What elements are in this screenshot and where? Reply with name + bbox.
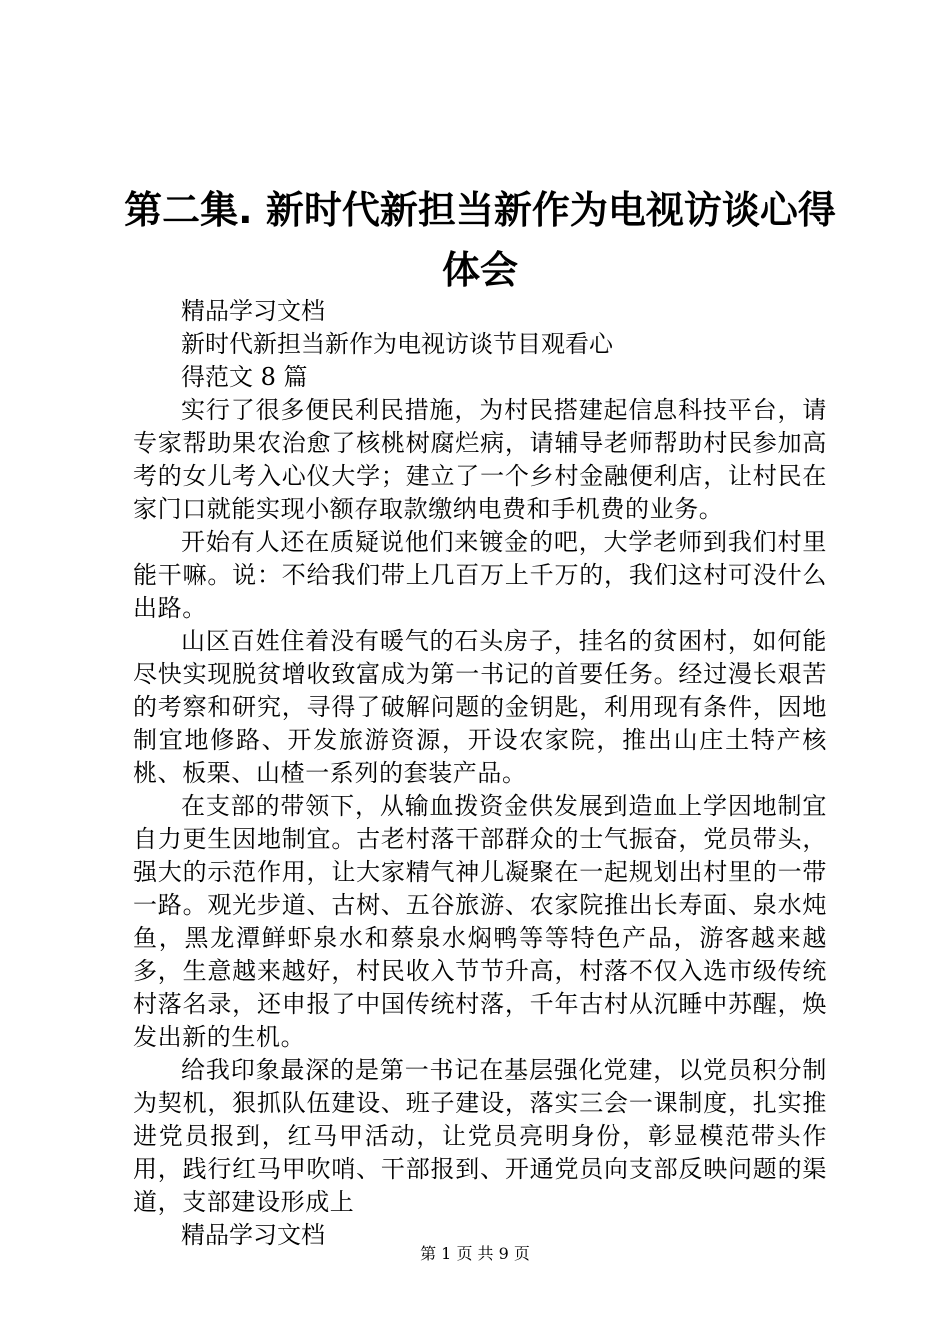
paragraph: 在支部的带领下，从输血拨资金供发展到造血上学因地制宜自力更生因地制宜。古老村落干部群众的士气振奋，党员带头，强大的示范作用，让大家精气神儿凝聚在一起规划出村里的一带一路。观光步道、古树、五谷旅游、农家院推出长寿面、泉水炖鱼，黑龙潭鲜虾泉水和蔡泉水焖鸭等等特色产品，游客越来越多，生意越来越好，村民收入节节升高，村落不仅入选市级传统村落名录，还申报了中国传统村落，千年古村从沉睡中苏醒，焕发出新的生机。 — [133, 792, 827, 1051]
paragraph: 开始有人还在质疑说他们来镀金的吧，大学老师到我们村里能干嘛。说：不给我们带上几百万上千万的，我们这村可没什么出路。 — [133, 528, 827, 622]
document-body — [133, 295, 827, 1252]
header-note: 精品学习文档 — [181, 297, 325, 325]
document-title: 第二集. 新时代新担当新作为电视访谈心得体会 — [124, 188, 836, 292]
footer-note: 精品学习文档 — [181, 1221, 325, 1249]
subtitle-line-1: 新时代新担当新作为电视访谈节目观看心 — [181, 330, 613, 358]
paragraph: 实行了很多便民利民措施，为村民搭建起信息科技平台，请专家帮助果农治愈了核桃树腐烂病，请辅导老师帮助村民参加高考的女儿考入心仪大学；建立了一个乡村金融便利店，让村民在家门口就能实现小额存取款缴纳电费和手机费的业务。 — [133, 396, 827, 523]
subtitle-line-2: 得范文 8 篇 — [181, 363, 308, 391]
page-footer: 第 1 页 共 9 页 — [420, 1244, 530, 1263]
paragraph: 给我印象最深的是第一书记在基层强化党建，以党员积分制为契机，狠抓队伍建设、班子建设，落实三会一课制度，扎实推进党员报到，红马甲活动，让党员亮明身份，彰显模范带头作用，践行红马甲吹哨、干部报到、开通党员向支部反映问题的渠道，支部建设形成上 — [133, 1056, 827, 1216]
paragraph: 山区百姓住着没有暖气的石头房子，挂名的贫困村，如何能尽快实现脱贫增收致富成为第一书记的首要任务。经过漫长艰苦的考察和研究，寻得了破解问题的金钥匙，利用现有条件，因地制宜地修路、开发旅游资源，开设农家院，推出山庄土特产核桃、板栗、山楂一系列的套装产品。 — [133, 627, 827, 787]
